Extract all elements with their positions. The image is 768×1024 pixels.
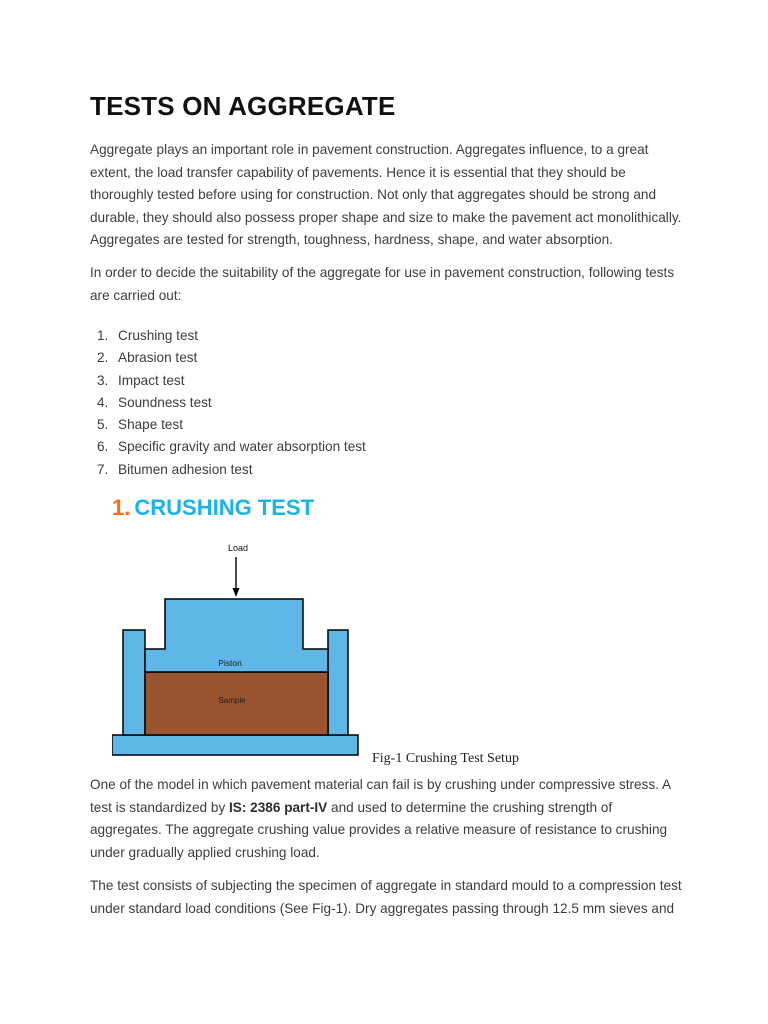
list-intro-paragraph: In order to decide the suitability of the aggregate for use in pavement construction, following tests are carried out: [90,265,675,303]
crushing-test-diagram [112,538,360,760]
section-title: CRUSHING TEST [134,495,315,520]
mould-base [112,735,358,755]
section-heading [112,495,314,521]
list-item [90,459,366,481]
list-item-label: Impact test [118,372,185,388]
test-procedure-paragraph: The test consists of subjecting the specimen of aggregate in standard mould to a compression test under standard load conditions (See Fig-1). Dry aggregates passing through 12.5 mm sieves and [90,878,682,916]
mould-left-wall [123,630,145,735]
list-item-number: 3. [97,372,109,388]
standard-reference: IS: 2386 part-IV [229,799,328,815]
page-title: TESTS ON AGGREGATE [90,91,396,121]
list-item [90,347,366,369]
list-item-label: Bitumen adhesion test [118,461,253,477]
list-item-label: Shape test [118,417,183,433]
sample-label: Sample [218,696,246,705]
mould-right-wall [328,630,348,735]
list-item [90,392,366,414]
tests-list [90,325,366,481]
load-label: Load [227,543,249,553]
list-item [90,325,366,347]
list-item-number: 7. [97,461,109,477]
list-item [90,370,366,392]
list-item-number: 6. [97,439,109,455]
list-item-label: Specific gravity and water absorption test [118,439,366,455]
figure-caption: Fig-1 Crushing Test Setup [372,751,519,766]
crushing-paragraph-start: One of the model in which pavement material can fail is by crushing under compressive stress. A test is standardized by [90,777,671,815]
list-item [90,414,366,436]
list-item-number: 5. [97,417,109,433]
crushing-paragraph-end: and used to determine the crushing strength of aggregates. The aggregate crushing value provides a relative measure of resistance to crushing under gradually applied crushing load. [90,799,668,860]
list-item-number: 1. [97,328,109,343]
list-item [90,436,366,458]
list-item-label: Soundness test [118,394,212,410]
crushing-paragraph [90,774,685,864]
list-item-number: 2. [97,350,109,366]
list-item-label: Crushing test [118,328,199,343]
intro-paragraph: Aggregate plays an important role in pavement construction. Aggregates influence, to a great extent, the load transfer capability of pavements. Hence it is essential that they should be thoroughly tested before using for construction. Not only that aggregates should be strong and durable, they should also possess proper shape and size to make the pavement act monolithically. Aggregates are tested for strength, toughness, hardness, shape, and water absorption. [90,142,682,247]
list-item-label: Abrasion test [118,350,198,366]
list-item-number: 4. [97,394,109,410]
load-arrow-head [233,588,240,597]
piston-label: Piston [218,658,242,668]
crushing-test-figure [112,538,360,760]
section-number: 1. [112,495,131,520]
